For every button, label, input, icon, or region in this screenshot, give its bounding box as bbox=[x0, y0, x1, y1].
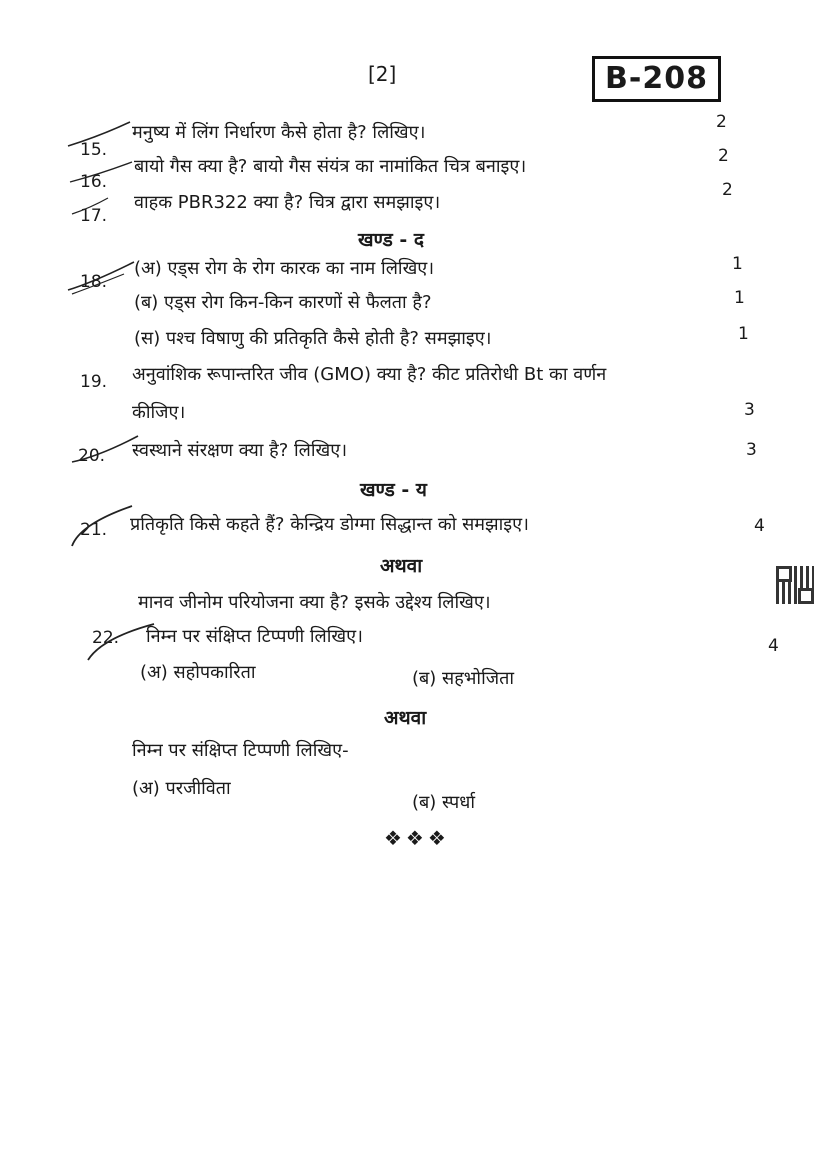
question-text: बायो गैस क्या है? बायो गैस संयंत्र का नामांकित चित्र बनाइए। bbox=[134, 156, 527, 177]
alternate-question-text: मानव जीनोम परियोजना क्या है? इसके उद्देश्य लिखिए। bbox=[138, 592, 491, 613]
question-number: 20. bbox=[78, 446, 106, 466]
question-part: (ब) एड्स रोग किन-किन कारणों से फैलता है? bbox=[134, 292, 432, 313]
option-b: (ब) सहभोजिता bbox=[412, 668, 515, 689]
paper-code: B-208 bbox=[592, 56, 721, 102]
question-text: प्रतिकृति किसे कहते हैं? केन्द्रिय डोग्मा सिद्धान्त को समझाइए। bbox=[130, 514, 529, 535]
question-text: निम्न पर संक्षिप्त टिप्पणी लिखिए। bbox=[146, 626, 363, 647]
option-a: (अ) परजीविता bbox=[132, 778, 231, 799]
or-label: अथवा bbox=[384, 707, 427, 729]
qr-code-image bbox=[776, 566, 814, 604]
question-part: (अ) एड्स रोग के रोग कारक का नाम लिखिए। bbox=[134, 258, 435, 279]
section-heading: खण्ड - द bbox=[358, 229, 424, 251]
question-text: वाहक PBR322 क्या है? चित्र द्वारा समझाइए। bbox=[134, 192, 441, 213]
question-part: (स) पश्च विषाणु की प्रतिकृति कैसे होती है? समझाइए। bbox=[134, 328, 492, 349]
question-marks: 4 bbox=[768, 636, 779, 656]
question-marks: 3 bbox=[744, 400, 755, 420]
question-number: 22. bbox=[92, 628, 120, 648]
question-number: 16. bbox=[80, 172, 108, 192]
option-a: (अ) सहोपकारिता bbox=[140, 662, 256, 683]
question-marks: 2 bbox=[718, 146, 729, 166]
question-marks: 1 bbox=[734, 288, 745, 308]
alternate-question-text: निम्न पर संक्षिप्त टिप्पणी लिखिए- bbox=[132, 740, 349, 761]
question-number: 18. bbox=[80, 272, 108, 292]
option-b: (ब) स्पर्धा bbox=[412, 792, 476, 813]
question-text-continued: कीजिए। bbox=[132, 402, 186, 423]
question-text: स्वस्थाने संरक्षण क्या है? लिखिए। bbox=[132, 440, 348, 461]
question-number: 19. bbox=[80, 372, 108, 392]
question-marks: 1 bbox=[732, 254, 743, 274]
page-number: [2] bbox=[368, 62, 397, 86]
question-marks: 2 bbox=[722, 180, 733, 200]
question-marks: 4 bbox=[754, 516, 765, 536]
question-marks: 3 bbox=[746, 440, 757, 460]
question-marks: 1 bbox=[738, 324, 749, 344]
question-marks: 2 bbox=[716, 112, 727, 132]
question-text: मनुष्य में लिंग निर्धारण कैसे होता है? लिखिए। bbox=[132, 122, 426, 143]
question-number: 15. bbox=[80, 140, 108, 160]
or-label: अथवा bbox=[380, 555, 423, 577]
question-number: 21. bbox=[80, 520, 108, 540]
end-ornament: ❖❖❖ bbox=[384, 826, 450, 850]
question-number: 17. bbox=[80, 206, 108, 226]
section-heading: खण्ड - य bbox=[360, 479, 427, 501]
question-text: अनुवांशिक रूपान्तरित जीव (GMO) क्या है? कीट प्रतिरोधी Bt का वर्णन bbox=[132, 364, 607, 385]
